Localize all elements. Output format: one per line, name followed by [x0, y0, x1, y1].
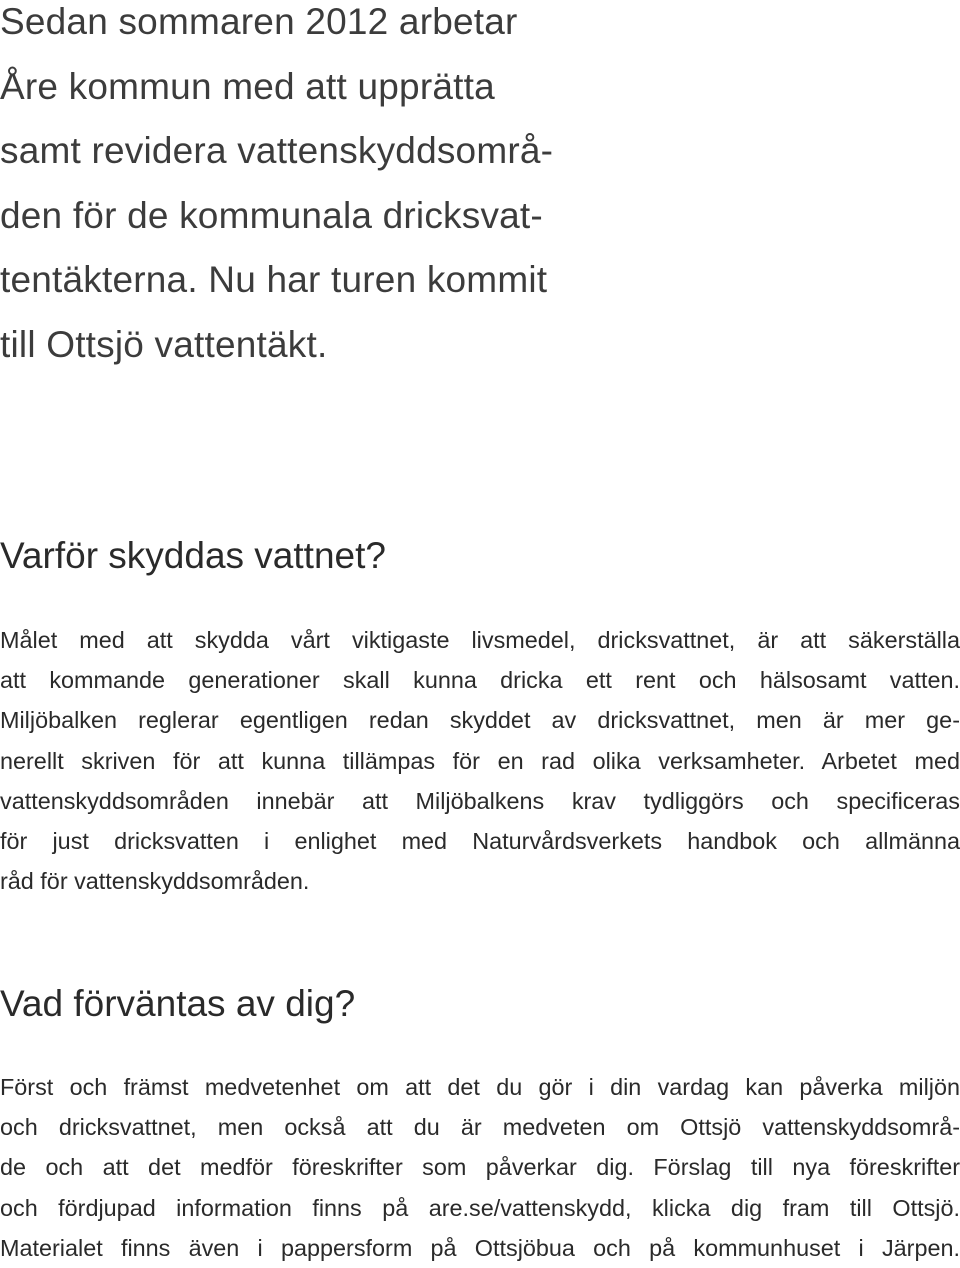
section-body-expectations	[0, 1067, 960, 1268]
body-line: och fördjupad information finns på are.se/vattenskydd, klicka dig fram till Ottsjö.	[0, 1194, 960, 1221]
intro-line: den för de kommunala dricksvat-	[0, 194, 543, 236]
intro-line: Åre kommun med att upprätta	[0, 65, 495, 107]
section-heading-expectations: Vad förväntas av dig?	[0, 983, 356, 1024]
intro-line: tentäkterna. Nu har turen kommit	[0, 259, 548, 300]
body-line: Miljöbalken reglerar egentligen redan skyddet av dricksvattnet, men är mer ge-	[0, 707, 960, 734]
intro-line: samt revidera vattenskyddsområ-	[0, 130, 554, 171]
body-line: vattenskyddsområden innebär att Miljöbalkens krav tydliggörs och specificeras	[0, 787, 960, 814]
body-line: de och att det medför föreskrifter som påverkar dig. Förslag till nya föreskrifter	[0, 1154, 960, 1181]
body-line: Materialet finns även i pappersform på Ottsjöbua och på kommunhuset i Järpen.	[0, 1234, 960, 1261]
body-line: Först och främst medvetenhet om att det du gör i din vardag kan påverka miljön	[0, 1074, 960, 1100]
body-line: nerellt skriven för att kunna tillämpas för en rad olika verksamheter. Arbetet med	[0, 747, 960, 774]
section-body-why-protect	[0, 620, 960, 901]
body-line: och dricksvattnet, men också att du är medveten om Ottsjö vattenskyddsområ-	[0, 1114, 960, 1141]
body-line: råd för vattenskyddsområden.	[0, 868, 310, 895]
intro-line: till Ottsjö vattentäkt.	[0, 323, 328, 365]
body-line: att kommande generationer skall kunna dricka ett rent och hälsosamt vatten.	[0, 667, 960, 694]
intro-line: Sedan sommaren 2012 arbetar	[0, 1, 518, 42]
body-line: Målet med att skydda vårt viktigaste livsmedel, dricksvattnet, är att säkerställa	[0, 627, 960, 653]
intro-text	[0, 0, 600, 377]
body-line: för just dricksvatten i enlighet med Naturvårdsverkets handbok och allmänna	[0, 828, 960, 855]
section-heading-why-protect: Varför skyddas vattnet?	[0, 535, 386, 576]
